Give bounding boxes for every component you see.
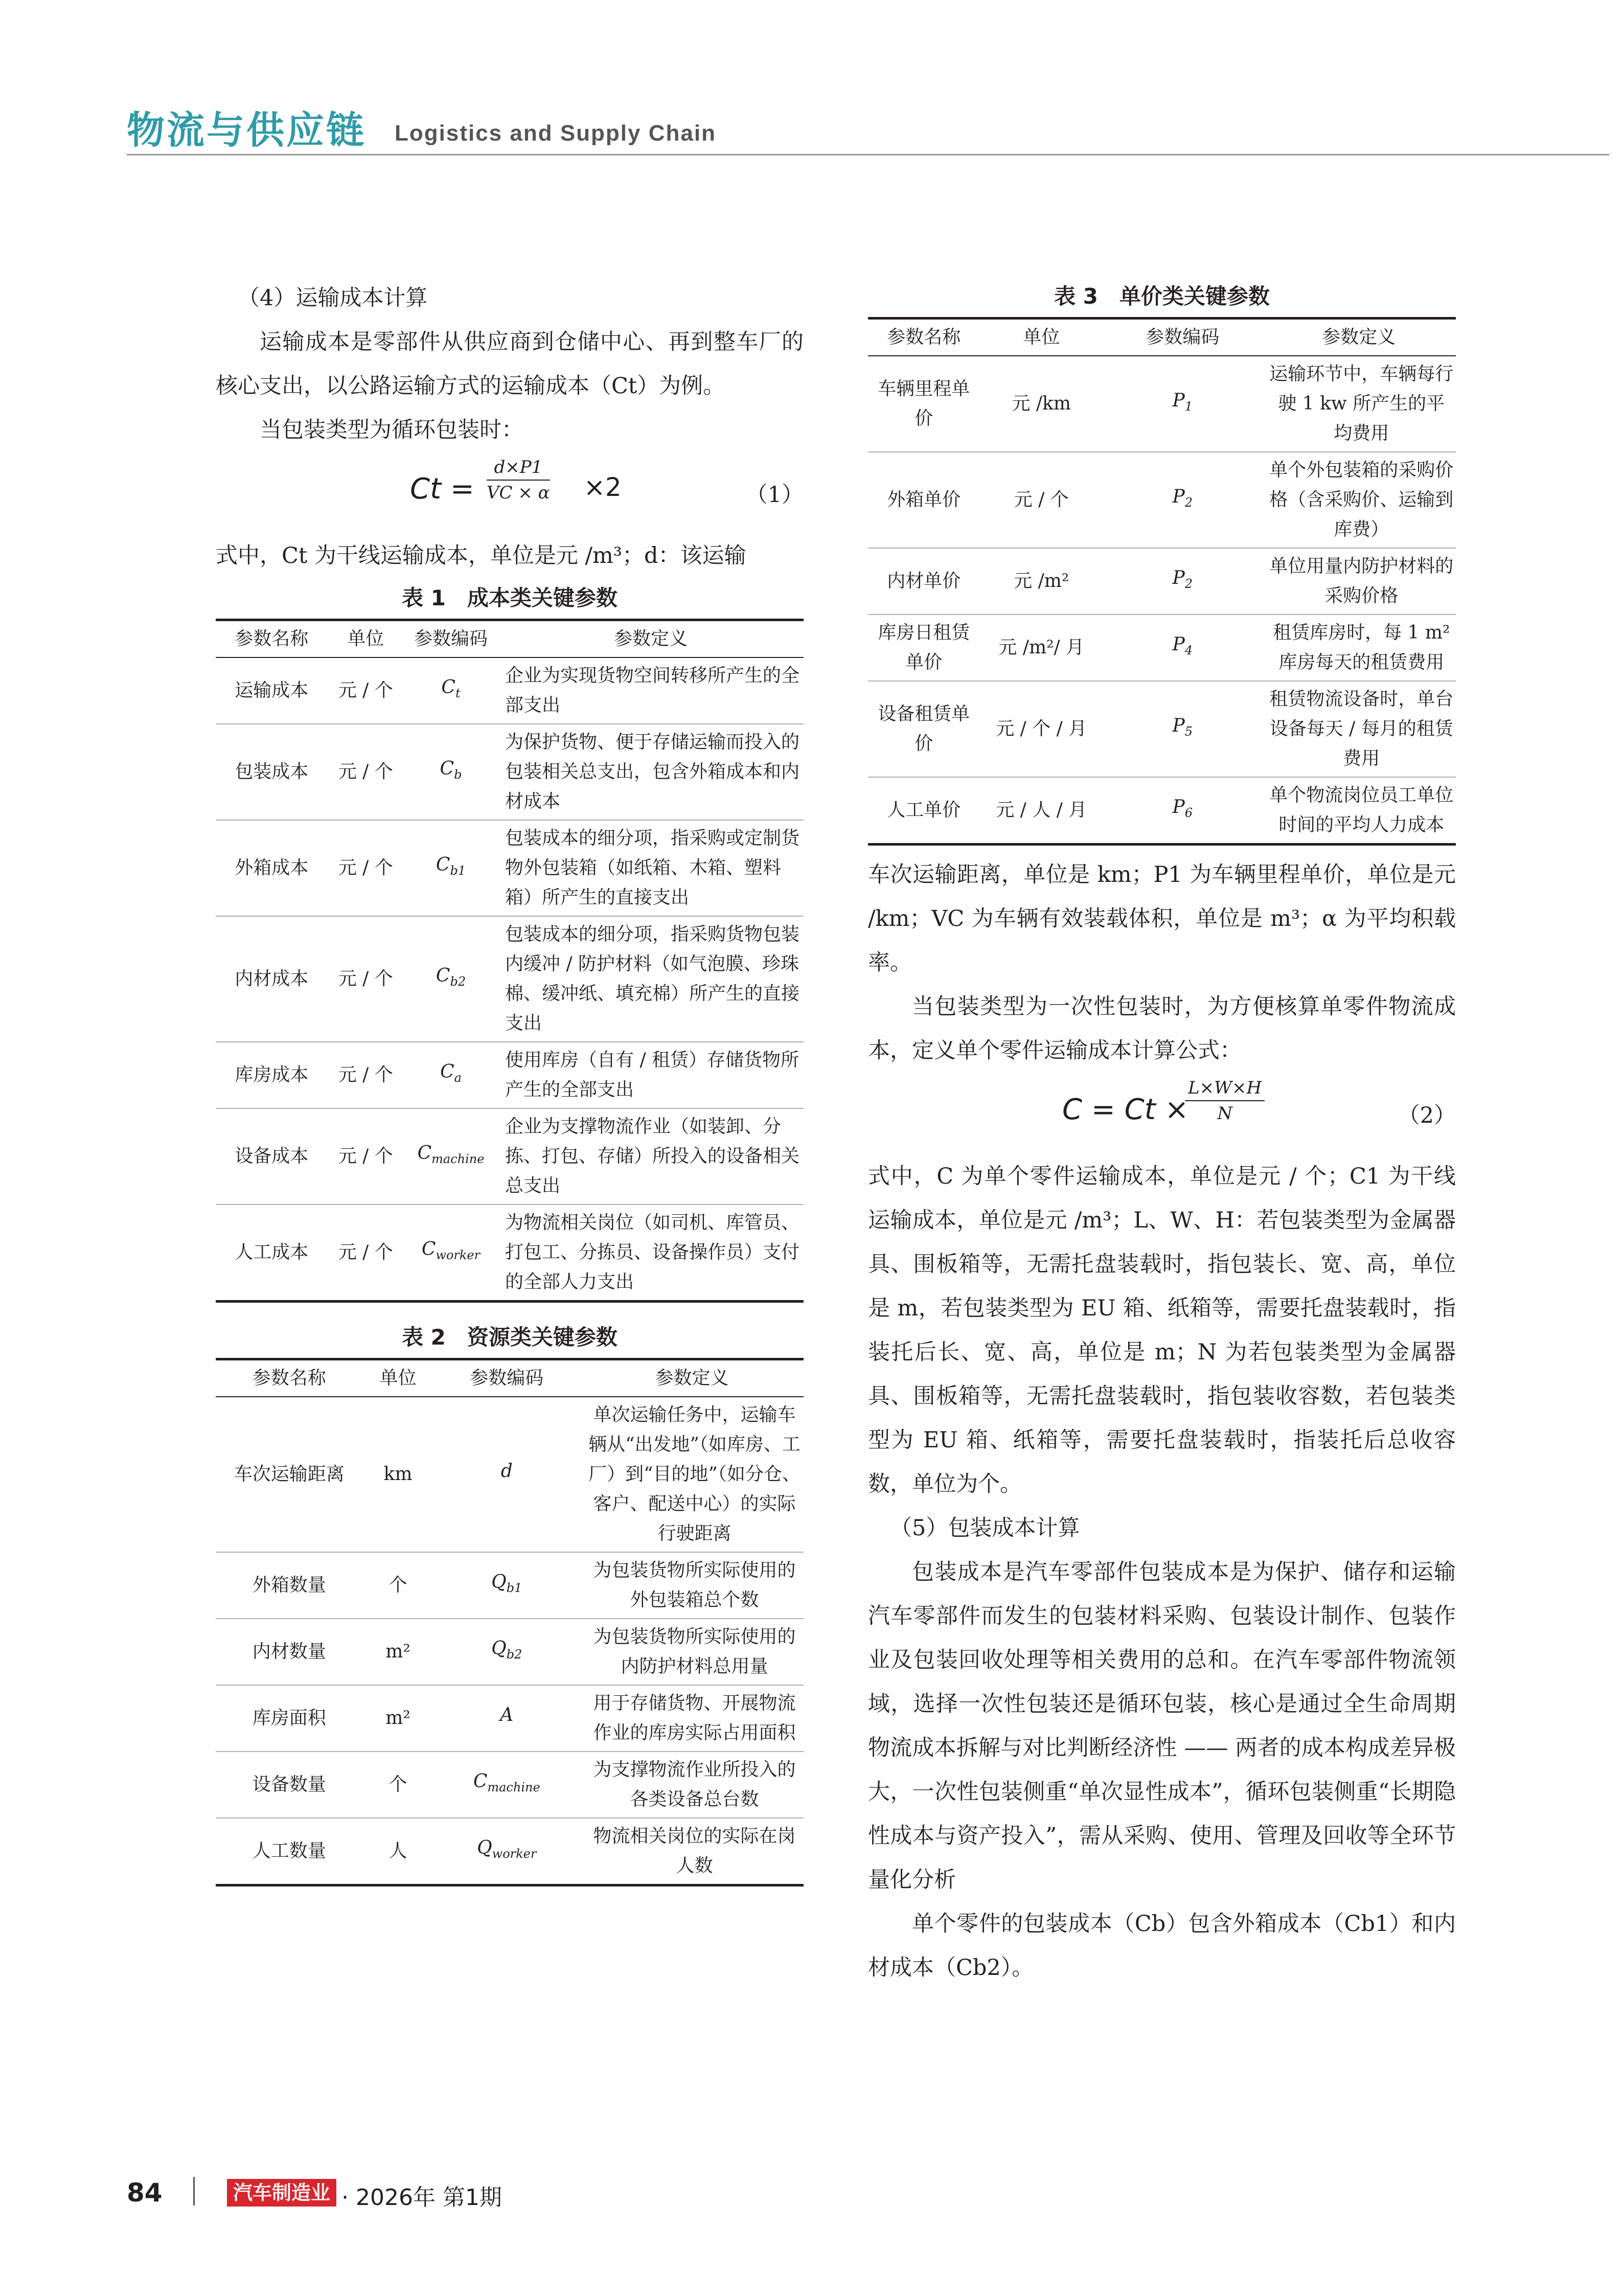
- table-1-row: [216, 1042, 804, 1108]
- table-1-header-cell: 参数名称: [216, 620, 328, 658]
- table-2-cell-unit: 人: [363, 1818, 433, 1885]
- table-1: [216, 619, 804, 1303]
- right-paragraph-4: 包装成本是汽车零部件包装成本是为保护、储存和运输汽车零部件而发生的包装材料采购、包装设计制作、包装作业及包装回收处理等相关费用的总和。在汽车零部件物流领域，选择一次性包装还是循环包装，核心是通过全生命周期物流成本拆解与对比判断经济性 —— 两者的成本构成差异极大，一次性包装侧重“单次显性成本”，循环包装侧重“长期隐性成本与资产投入”，需从采购、使用、管理及回收等全环节量化分析: [868, 1559, 1456, 1893]
- table-3-cell-definition: 租赁物流设备时，单台设备每天 / 每月的租赁费用: [1262, 681, 1456, 777]
- table-2-header-cell: 参数编码: [433, 1359, 581, 1397]
- table-2-code-symbol: Q: [491, 1638, 507, 1660]
- table-3-cell-name: 库房日租赁单价: [868, 615, 980, 681]
- table-3-header-cell: 参数定义: [1262, 319, 1456, 356]
- equation-2-denominator: N: [1217, 1103, 1232, 1124]
- section-5-title: （5）包装成本计算: [890, 1515, 1080, 1541]
- table-3-cell-definition: 单个物流岗位员工单位时间的平均人力成本: [1262, 777, 1456, 845]
- table-1-cell-code: [404, 1204, 498, 1302]
- table-1-cell-unit: 元 / 个: [328, 916, 404, 1042]
- table-2-cell-definition: 为包装货物所实际使用的外包装箱总个数: [580, 1552, 804, 1619]
- table-2-header-row: [216, 1359, 804, 1397]
- table-1-cell-name: 外箱成本: [216, 820, 328, 916]
- table-2-cell-name: 人工数量: [216, 1818, 363, 1885]
- table-3-cell-definition: 单位用量内防护材料的采购价格: [1262, 548, 1456, 615]
- table-3-cell-unit: 元 / 人 / 月: [980, 777, 1104, 845]
- table-3: [868, 317, 1456, 846]
- table-1-code-symbol: C: [440, 1061, 454, 1083]
- table-2-cell-definition: 物流相关岗位的实际在岗人数: [580, 1818, 804, 1885]
- table-1-cell-code: [404, 657, 498, 724]
- table-1-cell-definition: 包装成本的细分项，指采购货物包装内缓冲 / 防护材料（如气泡膜、珍珠棉、缓冲纸、填充棉）所产生的直接支出: [498, 916, 804, 1042]
- table-3-code-subscript: 6: [1184, 806, 1193, 821]
- table-2-cell-unit: 个: [363, 1552, 433, 1619]
- table-2-row: [216, 1685, 804, 1752]
- table-1-row: [216, 1108, 804, 1204]
- table-1-cell-definition: 包装成本的细分项，指采购或定制货物外包装箱（如纸箱、木箱、塑料箱）所产生的直接支出: [498, 820, 804, 916]
- right-paragraph-2: 当包装类型为一次性包装时，为方便核算单零件物流成本，定义单个零件运输成本计算公式：: [868, 994, 1456, 1063]
- table-3-code-subscript: 5: [1184, 724, 1193, 739]
- table-2-cell-unit: 个: [363, 1752, 433, 1818]
- table-2-cell-name: 车次运输距离: [216, 1397, 363, 1552]
- right-paragraph-1: 车次运输距离，单位是 km；P1 为车辆里程单价，单位是元 /km；VC 为车辆有效装载体积，单位是 m³；α 为平均积载率。: [868, 862, 1456, 975]
- equation-1-numerator: d×P1: [487, 457, 550, 481]
- table-3-cell-name: 内材单价: [868, 548, 980, 615]
- table-1-header-cell: 参数编码: [404, 620, 498, 658]
- table-1-cell-code: [404, 916, 498, 1042]
- table-3-header-row: [868, 319, 1456, 356]
- table-1-cell-unit: 元 / 个: [328, 1108, 404, 1204]
- equation-1-denominator: VC × α: [487, 483, 550, 503]
- table-2-code-symbol: Q: [477, 1837, 492, 1859]
- left-paragraph-1: 运输成本是零部件从供应商到仓储中心、再到整车厂的核心支出，以公路运输方式的运输成本（Ct）为例。: [216, 329, 804, 399]
- table-3-header-cell: 单位: [980, 319, 1104, 356]
- table-3-code-subscript: 2: [1184, 577, 1193, 592]
- table-1-code-symbol: C: [441, 677, 455, 698]
- table-3-cell-name: 人工单价: [868, 777, 980, 845]
- footer-divider: [193, 2177, 195, 2206]
- table-3-code-symbol: P: [1172, 715, 1185, 737]
- table-2-header-cell: 参数名称: [216, 1359, 363, 1397]
- table-3-header-cell: 参数名称: [868, 319, 980, 356]
- table-2-cell-definition: 单次运输任务中，运输车辆从“出发地”（如库房、工厂）到“目的地”（如分仓、客户、配送中心）的实际行驶距离: [580, 1397, 804, 1552]
- table-1-code-subscript: t: [455, 686, 461, 701]
- table-3-cell-definition: 运输环节中，车辆每行驶 1 kw 所产生的平均费用: [1262, 356, 1456, 452]
- table-2-code-subscript: machine: [487, 1780, 540, 1795]
- issue-label: · 2026年 第1期: [341, 2185, 502, 2211]
- table-2-cell-code: [433, 1552, 581, 1619]
- table-1-header-cell: 参数定义: [498, 620, 804, 658]
- table-2-cell-name: 外箱数量: [216, 1552, 363, 1619]
- equation-1-fraction: [487, 457, 550, 503]
- table-3-row: [868, 548, 1456, 615]
- equation-1: [216, 452, 804, 534]
- table-2-code-symbol: A: [500, 1704, 514, 1726]
- table-3-row: [868, 777, 1456, 845]
- table-1-row: [216, 1204, 804, 1302]
- table-1-cell-unit: 元 / 个: [328, 820, 404, 916]
- table-2-code-subscript: worker: [492, 1847, 537, 1861]
- table-3-cell-definition: 单个外包装箱的采购价格（含采购价、运输到库费）: [1262, 452, 1456, 548]
- table-1-row: [216, 916, 804, 1042]
- table-1-cell-code: [404, 724, 498, 820]
- table-1-code-subscript: b2: [450, 974, 466, 989]
- table-2-code-symbol: Q: [491, 1572, 507, 1593]
- page-number: 84: [127, 2178, 163, 2208]
- table-3-cell-code: [1103, 615, 1262, 681]
- table-3-code-symbol: P: [1172, 797, 1185, 818]
- table-1-header-row: [216, 620, 804, 658]
- table-1-code-subscript: machine: [431, 1152, 485, 1167]
- table-1-cell-unit: 元 / 个: [328, 1042, 404, 1108]
- table-3-cell-name: 设备租赁单价: [868, 681, 980, 777]
- table-2-cell-definition: 用于存储货物、开展物流作业的库房实际占用面积: [580, 1685, 804, 1752]
- table-3-cell-code: [1103, 681, 1262, 777]
- header-rule: [127, 154, 1609, 155]
- equation-1-number: （1）: [745, 482, 804, 508]
- table-3-header-cell: 参数编码: [1103, 319, 1262, 356]
- table-1-cell-definition: 为保护货物、便于存储运输而投入的包装相关总支出，包含外箱成本和内材成本: [498, 724, 804, 820]
- table-1-caption: 表 1 成本类关键参数: [402, 585, 618, 610]
- table-1-cell-definition: 使用库房（自有 / 租赁）存储货物所产生的全部支出: [498, 1042, 804, 1108]
- left-paragraph-2: 当包装类型为循环包装时：: [260, 417, 523, 443]
- right-paragraph-3: 式中，C 为单个零件运输成本，单位是元 / 个；C1 为干线运输成本，单位是元 /m³；L、W、H：若包装类型为金属器具、围板箱等，无需托盘装载时，指包装长、宽、高，单位是 m，若包装类型为 EU 箱、纸箱等，需要托盘装载时，指装托后长、宽、高，单位是 m；N 为若包装类型为金属器具、围板箱等，无需托盘装载时，指包装收容数，若包装类型为 EU 箱、纸箱等，需要托盘装载时，指装托后总收容数，单位为个。: [868, 1164, 1456, 1497]
- table-3-cell-unit: 元 /m²: [980, 548, 1104, 615]
- equation-2-lhs: C = Ct ×: [1062, 1093, 1189, 1126]
- table-2-row: [216, 1752, 804, 1818]
- table-1-cell-definition: 企业为实现货物空间转移所产生的全部支出: [498, 657, 804, 724]
- equation-2-number: （2）: [1398, 1103, 1456, 1128]
- equation-2-numerator: L×W×H: [1185, 1078, 1265, 1101]
- table-2-cell-unit: m²: [363, 1685, 433, 1752]
- table-2-cell-code: [433, 1685, 581, 1752]
- table-1-row: [216, 724, 804, 820]
- left-column: [216, 276, 804, 1886]
- table-3-cell-code: [1103, 777, 1262, 845]
- table-1-code-subscript: b: [454, 767, 462, 782]
- table-1-cell-unit: 元 / 个: [328, 724, 404, 820]
- table-3-code-subscript: 4: [1184, 643, 1193, 658]
- table-1-code-symbol: C: [440, 758, 454, 780]
- table-1-cell-name: 运输成本: [216, 657, 328, 724]
- table-1-header-cell: 单位: [328, 620, 404, 658]
- table-1-code-symbol: C: [417, 1143, 432, 1164]
- table-2-cell-name: 设备数量: [216, 1752, 363, 1818]
- equation-1-tail: ×2: [584, 472, 622, 502]
- header-title: 物流与供应链: [127, 108, 366, 152]
- table-3-row: [868, 356, 1456, 452]
- table-1-cell-definition: 为物流相关岗位（如司机、库管员、打包工、分拣员、设备操作员）支付的全部人力支出: [498, 1204, 804, 1302]
- table-3-row: [868, 681, 1456, 777]
- table-1-code-subscript: a: [454, 1071, 462, 1085]
- table-2-cell-code: [433, 1619, 581, 1685]
- right-column: [868, 276, 1456, 1990]
- table-2-row: [216, 1552, 804, 1619]
- table-2-code-symbol: C: [473, 1771, 488, 1792]
- table-2-row: [216, 1818, 804, 1885]
- table-2-cell-definition: 为包装货物所实际使用的内防护材料总用量: [580, 1619, 804, 1685]
- table-1-code-symbol: C: [421, 1239, 436, 1260]
- left-paragraph-3: 式中，Ct 为干线运输成本，单位是元 /m³；d：该运输: [216, 543, 746, 569]
- table-3-code-subscript: 1: [1184, 399, 1193, 414]
- table-3-code-symbol: P: [1172, 634, 1185, 655]
- table-1-code-symbol: C: [436, 854, 450, 876]
- right-paragraph-5: 单个零件的包装成本（Cb）包含外箱成本（Cb1）和内材成本（Cb2）。: [868, 1911, 1456, 1981]
- table-1-code-subscript: worker: [436, 1248, 481, 1263]
- journal-logo: 汽车制造业: [227, 2179, 336, 2207]
- table-3-code-symbol: P: [1172, 567, 1185, 589]
- table-2-cell-name: 库房面积: [216, 1685, 363, 1752]
- table-1-cell-name: 人工成本: [216, 1204, 328, 1302]
- table-3-code-symbol: P: [1172, 390, 1185, 412]
- table-3-cell-code: [1103, 548, 1262, 615]
- table-3-caption: 表 3 单价类关键参数: [1054, 284, 1270, 309]
- table-1-row: [216, 657, 804, 724]
- table-3-row: [868, 452, 1456, 548]
- table-2-header-cell: 参数定义: [580, 1359, 804, 1397]
- table-2-code-symbol: d: [500, 1461, 513, 1482]
- table-2: [216, 1358, 804, 1886]
- table-3-cell-unit: 元 / 个 / 月: [980, 681, 1104, 777]
- table-2-code-subscript: b1: [506, 1581, 522, 1596]
- table-1-code-subscript: b1: [450, 863, 466, 878]
- table-3-cell-code: [1103, 452, 1262, 548]
- table-3-cell-name: 车辆里程单价: [868, 356, 980, 452]
- table-3-cell-code: [1103, 356, 1262, 452]
- table-2-cell-unit: km: [363, 1397, 433, 1552]
- table-1-cell-name: 内材成本: [216, 916, 328, 1042]
- table-1-row: [216, 820, 804, 916]
- table-3-code-symbol: P: [1172, 486, 1185, 508]
- equation-1-lhs: Ct =: [410, 472, 474, 506]
- table-2-cell-definition: 为支撑物流作业所投入的各类设备总台数: [580, 1752, 804, 1818]
- table-3-cell-definition: 租赁库房时，每 1 m² 库房每天的租赁费用: [1262, 615, 1456, 681]
- section-4-title: （4）运输成本计算: [238, 285, 428, 311]
- table-3-cell-name: 外箱单价: [868, 452, 980, 548]
- equation-2: [868, 1073, 1456, 1154]
- table-2-cell-code: [433, 1397, 581, 1552]
- table-1-cell-code: [404, 820, 498, 916]
- table-1-cell-code: [404, 1108, 498, 1204]
- table-3-cell-unit: 元 /m²/ 月: [980, 615, 1104, 681]
- equation-2-fraction: [1185, 1078, 1265, 1124]
- table-1-code-symbol: C: [436, 965, 450, 987]
- table-2-header-cell: 单位: [363, 1359, 433, 1397]
- table-1-cell-unit: 元 / 个: [328, 1204, 404, 1302]
- table-3-row: [868, 615, 1456, 681]
- table-2-cell-code: [433, 1752, 581, 1818]
- table-3-cell-unit: 元 /km: [980, 356, 1104, 452]
- table-2-row: [216, 1397, 804, 1552]
- table-1-cell-code: [404, 1042, 498, 1108]
- table-2-cell-code: [433, 1818, 581, 1885]
- table-2-row: [216, 1619, 804, 1685]
- table-2-cell-unit: m²: [363, 1619, 433, 1685]
- header-subtitle: Logistics and Supply Chain: [395, 121, 716, 146]
- table-3-code-subscript: 2: [1184, 495, 1193, 510]
- table-2-code-subscript: b2: [506, 1647, 522, 1662]
- table-3-cell-unit: 元 / 个: [980, 452, 1104, 548]
- table-1-cell-name: 设备成本: [216, 1108, 328, 1204]
- table-1-cell-definition: 企业为支撑物流作业（如装卸、分拣、打包、存储）所投入的设备相关总支出: [498, 1108, 804, 1204]
- table-2-cell-name: 内材数量: [216, 1619, 363, 1685]
- table-1-cell-name: 包装成本: [216, 724, 328, 820]
- table-1-cell-unit: 元 / 个: [328, 657, 404, 724]
- table-1-cell-name: 库房成本: [216, 1042, 328, 1108]
- table-2-caption: 表 2 资源类关键参数: [402, 1325, 618, 1350]
